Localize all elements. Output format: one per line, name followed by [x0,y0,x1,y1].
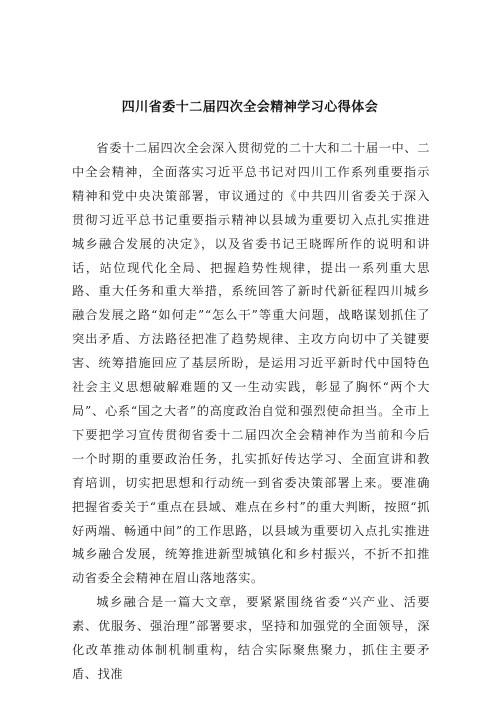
paragraph-1: 省委十二届四次全会深入贯彻党的二十大和二十届一中、二中全会精神，全面落实习近平总书记对四川工作系列重要指示精神和党中央决策部署，审议通过的《中共四川省委关于深入贯彻习近平总书记重要指示精神以县域为重要切入点扎实推进城乡融合发展的决定》，以及省委书记王晓晖所作的说明和讲话，站位现代化全局、把握趋势性规律，提出一系列重大思路、重大任务和重大举措，系统回答了新时代新征程四川城乡融合发展之路“如何走”“怎么干”等重大问题，战略谋划抓住了突出矛盾、方法路径把准了趋势规律、主攻方向切中了关键要害、统筹措施回应了基层所盼，是运用习近平新时代中国特色社会主义思想破解难题的又一生动实践，彰显了胸怀“两个大局”、心系“国之大者”的高度政治自觉和强烈使命担当。全市上下要把学习宣传贯彻省委十二届四次全会精神作为当前和今后一个时期的重要政治任务，扎实抓好传达学习、全面宣讲和教育培训，切实把思想和行动统一到省委决策部署上来。要准确把握省委关于“重点在县域、难点在乡村”的重大判断，按照“抓好两端、畅通中间”的工作思路，以县域为重要切入点扎实推进城乡融合发展，统筹推进新型城镇化和乡村振兴，不折不扣推动省委全会精神在眉山落地落实。 [72,141,430,586]
document-title: 四川省委十二届四次全会精神学习心得体会 [121,100,379,115]
paragraph-2: 城乡融合是一篇大文章，要紧紧围绕省委“兴产业、活要素、优服务、强治理”部署要求，坚持和加强党的全面领导，深化改革推动体制机制重构，结合实际聚焦聚力，抓住主要矛盾、找准 [72,595,430,681]
document-body [72,137,430,687]
